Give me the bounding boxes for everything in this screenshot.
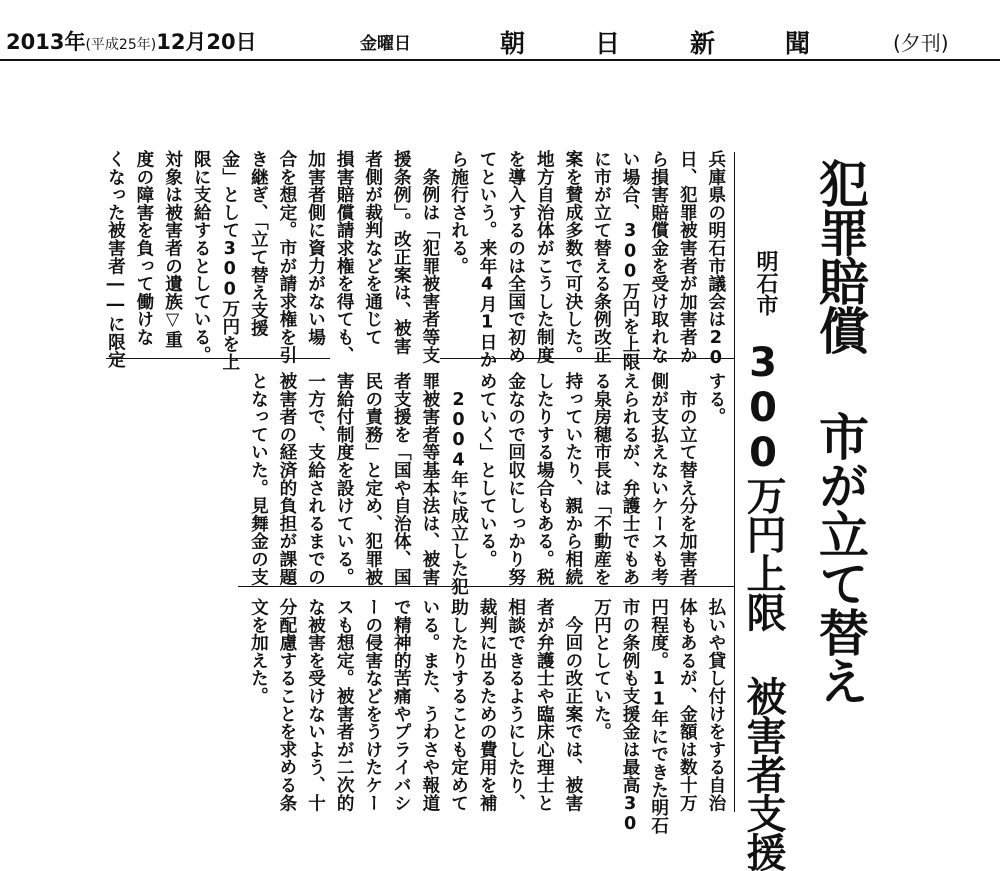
body-text-line: 一方で、支給されるまでの xyxy=(305,372,326,586)
body-text-line: な被害を受けないよう、十 xyxy=(305,598,326,812)
body-text-line: 条例は「犯罪被害者等支 xyxy=(419,150,440,364)
body-text-line: 日、犯罪被害者が加害者か xyxy=(677,150,698,364)
body-text-line: 体もあるが、金額は数十万 xyxy=(677,598,698,812)
issue-date xyxy=(6,26,257,56)
article-subheadline: 300万円上限 被害者支援 xyxy=(740,340,786,871)
body-text-line: 罪被害者等基本法は、被害 xyxy=(419,372,440,586)
body-text-line: 市の条例も支援金は最高30 xyxy=(620,598,641,835)
article-location: 明石市 xyxy=(753,250,778,316)
body-text-line: 裁判に出るための費用を補 xyxy=(477,598,498,812)
body-text-line: 分配慮することを求める条 xyxy=(276,598,297,812)
weekday: 金曜日 xyxy=(360,34,411,54)
body-text-line: を導入するのは全国で初め xyxy=(505,150,526,364)
body-text-line: 助したりすることも定めて xyxy=(448,598,469,812)
body-text-line: 側が支払えないケースも考 xyxy=(648,372,669,586)
body-text-line: 金」として300万円を上 xyxy=(219,150,240,371)
body-text-line: 相談できるようにしたり、 xyxy=(505,598,526,812)
body-text-line: 害給付制度を設けている。 xyxy=(334,372,355,586)
article-headline: 犯罪賠償 市が立て替え xyxy=(811,158,869,705)
date-era: (平成25年) xyxy=(85,37,157,53)
body-text-line: 民の責務」と定め、犯罪被 xyxy=(362,372,383,586)
body-text-line: 者支援を「国や自治体、国 xyxy=(391,372,412,586)
body-text-line: る泉房穂市長は「不動産を xyxy=(591,372,612,586)
body-text-line: で精神的苦痛やプライバシ xyxy=(391,598,412,812)
edition-label: (夕刊) xyxy=(893,31,949,55)
article-body-middle xyxy=(244,372,730,595)
body-text-line: 市の立て替え分を加害者 xyxy=(677,372,698,586)
body-text-line: 被害者の経済的負担が課題 xyxy=(276,372,297,586)
body-text-line: 払いや貸し付けをする自治 xyxy=(705,598,726,812)
body-text-line: 2004年に成立した犯 xyxy=(448,372,469,596)
body-text-line: 文を加えた。 xyxy=(248,598,269,705)
body-text-line: 兵庫県の明石市議会は20 xyxy=(705,150,726,369)
body-text-line: ら損害賠償金を受け取れな xyxy=(648,150,669,364)
body-text-line: 援条例」。改正案は、被害 xyxy=(391,150,412,355)
body-text-line: となっていた。見舞金の支 xyxy=(248,372,269,586)
newspaper-masthead xyxy=(0,0,1000,64)
body-text-line: いる。また、うわさや報道 xyxy=(419,598,440,812)
body-text-line: 万円としていた。 xyxy=(591,598,612,741)
headline-divider xyxy=(734,152,735,812)
body-text-line: する。 xyxy=(705,372,726,426)
body-text-line: てという。来年4月1日か xyxy=(477,150,498,369)
body-text-line: 度の障害を負って働けな xyxy=(133,150,154,346)
body-text-line: き継ぎ、「立て替え支援 xyxy=(248,150,269,337)
body-text-line: 持っていたり、親から相続 xyxy=(562,372,583,586)
body-text-line: 合を想定。市が請求権を引 xyxy=(276,150,297,364)
body-text-line: えられるが、弁護士でもあ xyxy=(620,372,641,586)
masthead-rule xyxy=(0,59,1000,61)
body-text-line: 円程度。11年にできた明石 xyxy=(648,598,669,835)
date-month-day: 12月20日 xyxy=(156,30,257,54)
body-text-line: 金なので回収にしっかり努 xyxy=(505,372,526,586)
body-text-line: 加害者側に資力がない場 xyxy=(305,150,326,346)
body-text-line: スも想定。被害者が二次的 xyxy=(334,598,355,812)
body-text-line: 対象は被害者の遺族▽重 xyxy=(162,150,183,349)
body-text-line: めていく」としている。 xyxy=(477,372,498,568)
body-text-line: したりする場合もある。税 xyxy=(534,372,555,586)
body-text-line: ら施行される。 xyxy=(448,150,469,275)
newspaper-name: 朝日新聞 xyxy=(500,29,881,58)
body-text-line: に市が立て替える条例改正 xyxy=(591,150,612,364)
date-year: 2013年 xyxy=(6,30,86,54)
body-text-line: 損害賠償請求権を得ても、 xyxy=(334,150,355,364)
article-body-bottom xyxy=(244,598,730,834)
body-text-line: 者が弁護士や臨床心理士と xyxy=(534,598,555,812)
body-text-line: 限に支給するとしている。 xyxy=(191,150,212,364)
body-text-line: 者側が裁判などを通じて xyxy=(362,150,383,346)
body-text-line: 地方自治体がこうした制度 xyxy=(534,150,555,364)
body-text-line: 案を賛成多数で可決した。 xyxy=(562,150,583,364)
body-text-line: い場合、300万円を上限 xyxy=(620,150,641,371)
article-body-top xyxy=(101,150,730,371)
body-text-line: ーの侵害などをうけたケー xyxy=(362,598,383,812)
body-text-line: くなった被害者――に限定 xyxy=(105,150,126,369)
body-text-line: 今回の改正案では、被害 xyxy=(562,598,583,812)
